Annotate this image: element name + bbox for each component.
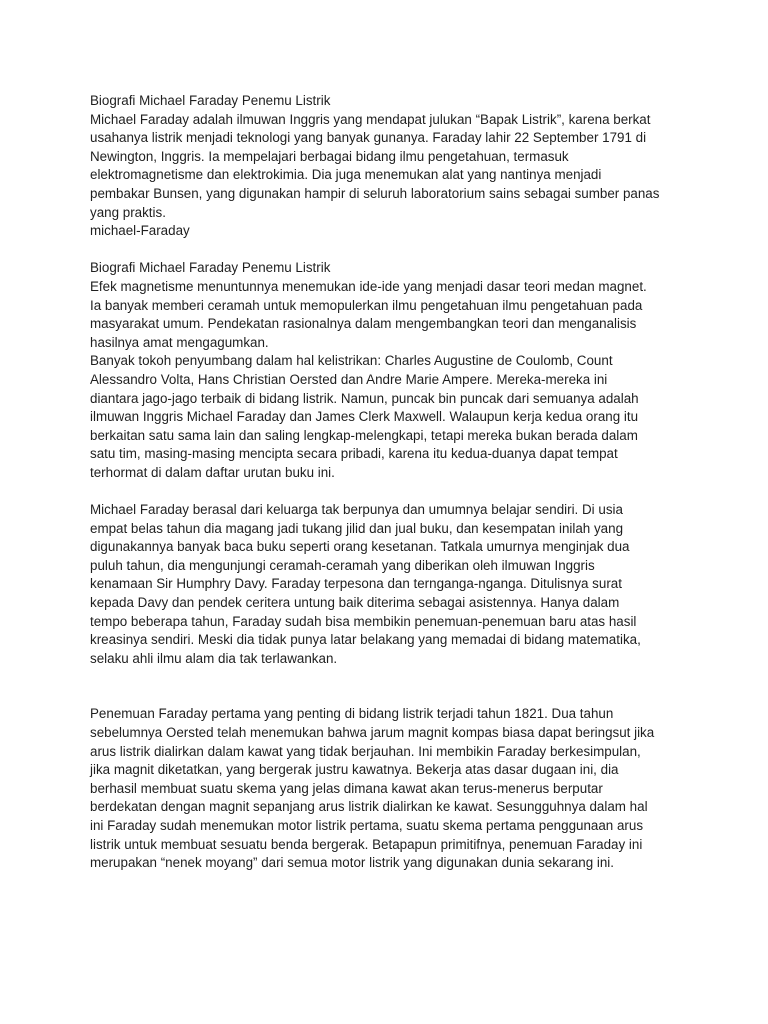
text-line: ini Faraday sudah menemukan motor listrik pertama, suatu skema pertama penggunaan arus [90,817,644,833]
text-line: diantara jago-jago terbaik di bidang listrik. Namun, puncak bin puncak dari semuanya adalah [90,390,639,406]
text-line: yang praktis. [90,204,166,220]
text-line: hasilnya amat mengagumkan. [90,334,269,350]
text-line: Efek magnetisme menuntunnya menemukan ide-ide yang menjadi dasar teori medan magnet. [90,278,647,294]
text-line: terhormat di dalam daftar urutan buku ini. [90,464,335,480]
blank-lines [90,668,690,705]
text-line: kepada Davy dan pendek ceritera untung baik diterima sebagai asistennya. Hanya dalam [90,595,620,611]
text-line: Newington, Inggris. Ia mempelajari berbagai bidang ilmu pengetahuan, termasuk [90,148,569,164]
text-line: selaku ahli ilmu alam dia tak terlawankan. [90,650,338,666]
section-1-title: Biografi Michael Faraday Penemu Listrik [90,93,331,108]
text-line: Michael Faraday berasal dari keluarga tak berpunya dan umumnya belajar sendiri. Di usia [90,502,623,518]
blank-line [90,241,690,260]
text-line: kenamaan Sir Humphry Davy. Faraday terpesona dan ternganga-nganga. Ditulisnya surat [90,576,622,592]
text-line: jika magnit diketatkan, yang bergerak justru kawatnya. Bekerja atas dasar dugaan ini, dia [90,762,619,778]
text-line: kreasinya sendiri. Meski dia tidak punya latar belakang yang memadai di bidang matematika, [90,632,641,648]
paragraph-4 [90,705,690,872]
text-line: berkaitan satu sama lain dan saling lengkap-melengkapi, tetapi mereka bukan berada dalam [90,427,638,443]
paragraph-3 [90,501,690,668]
text-line: sebelumnya Oersted telah menemukan bahwa jarum magnit kompas biasa dapat beringsut jika [90,725,655,740]
text-line: satu tim, masing-masing mencipta secara pribadi, karena itu kedua-duanya dapat tempat [90,446,618,462]
text-line: Alessandro Volta, Hans Christian Oersted dan Andre Marie Ampere. Mereka-mereka ini [90,371,608,387]
text-line: usahanya listrik menjadi teknologi yang banyak gunanya. Faraday lahir 22 September 1791 di [90,130,647,146]
text-line: berdekatan dengan magnit sepanjang arus listrik dialirkan ke kawat. Sesungguhnya dalam hal [90,799,648,815]
document-page [90,92,690,873]
text-line: berhasil membuat suatu skema yang jelas dimana kawat akan terus-menerus berputar [90,780,603,796]
text-line: Ia banyak memberi ceramah untuk memopulerkan ilmu pengetahuan ilmu pengetahuan pada [90,297,643,313]
text-line: puluh tahun, dia mengunjungi ceramah-ceramah yang diberikan oleh ilmuwan Inggris [90,557,595,573]
text-line: Michael Faraday adalah ilmuwan Inggris yang mendapat julukan “Bapak Listrik”, karena berkat [90,111,651,127]
text-line: tempo beberapa tahun, Faraday sudah bisa membikin penemuan-penemuan baru atas hasil [90,613,637,629]
text-line: digunakannya banyak baca buku seperti orang kesetanan. Tatkala umurnya menginjak dua [90,539,630,555]
text-line: Banyak tokoh penyumbang dalam hal kelistrikan: Charles Augustine de Coulomb, Count [90,353,613,369]
text-line: ilmuwan Inggris Michael Faraday dan James Clerk Maxwell. Walaupun kerja kedua orang itu [90,409,639,425]
section-2-paragraph [90,278,690,483]
section-1-paragraph [90,111,690,223]
text-line: listrik untuk membuat sesuatu benda bergerak. Betapapun primitifnya, penemuan Faraday ini [90,836,643,852]
text-line: merupakan “nenek moyang” dari semua motor listrik yang digunakan dunia sekarang ini. [90,855,615,871]
text-line: arus listrik dialirkan dalam kawat yang tidak berjauhan. Ini membikin Faraday berkesimpulan, [90,743,641,759]
text-line: masyarakat umum. Pendekatan rasionalnya dalam mengembangkan teori dan menganalisis [90,316,637,332]
text-line: Penemuan Faraday pertama yang penting di bidang listrik terjadi tahun 1821. Dua tahun [90,706,614,722]
section-2-title: Biografi Michael Faraday Penemu Listrik [90,260,331,276]
image-caption: michael-Faraday [90,223,190,239]
text-line: empat belas tahun dia magang jadi tukang jilid dan jual buku, dan kesempatan inilah yang [90,520,624,536]
blank-line [90,482,690,501]
text-line: pembakar Bunsen, yang digunakan hampir di seluruh laboratorium sains sebagai sumber panas [90,185,660,201]
text-line: elektromagnetisme dan elektrokimia. Dia juga menemukan alat yang nantinya menjadi [90,167,602,183]
